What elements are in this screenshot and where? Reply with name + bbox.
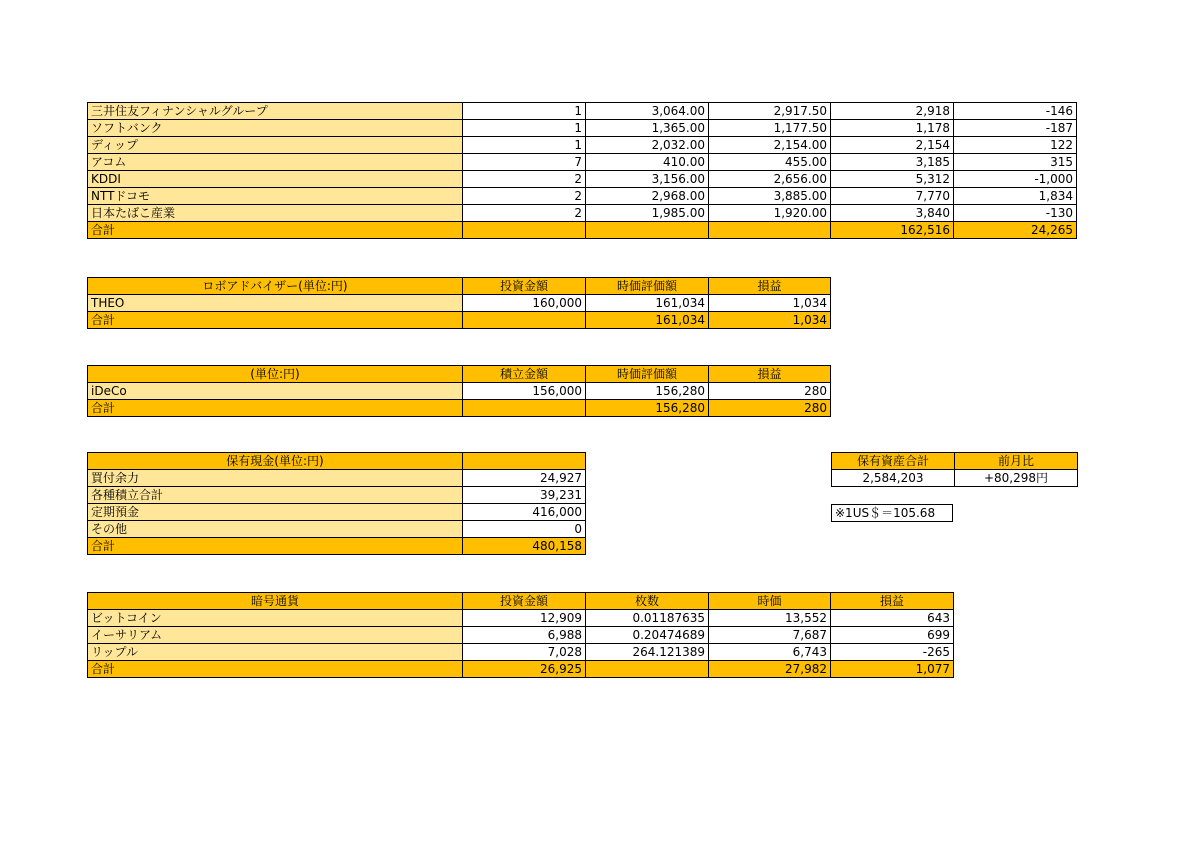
column-header: 時価 [709,593,831,610]
stock-qty: 1 [463,103,586,120]
header-row [88,278,831,295]
cash-value: 0 [463,521,586,538]
stock-value: 3,185 [831,154,954,171]
row-label: イーサリアム [88,627,463,644]
column-header: 投資金額 [463,278,586,295]
total-value: 156,280 [586,400,709,417]
stock-value: 3,840 [831,205,954,222]
stock-value: 2,154 [831,137,954,154]
total-row [88,312,831,329]
stock-price: 2,917.50 [709,103,831,120]
stock-pl: -130 [954,205,1077,222]
stock-name: NTTドコモ [88,188,463,205]
header-row [832,453,1078,470]
stock-buy: 3,156.00 [586,171,709,188]
stock-value: 2,918 [831,103,954,120]
cash-value: 24,927 [463,470,586,487]
header-row [88,593,954,610]
stock-buy: 1,985.00 [586,205,709,222]
cash-table [87,452,586,555]
stock-pl: -146 [954,103,1077,120]
row-label: THEO [88,295,463,312]
month-change-value: +80,298円 [955,470,1078,487]
total-value: 161,034 [586,312,709,329]
invest-amount: 156,000 [463,383,586,400]
row-label: 各種積立合計 [88,487,463,504]
row-label: 買付余力 [88,470,463,487]
units: 0.20474689 [586,627,709,644]
cash-value: 416,000 [463,504,586,521]
column-header: 暗号通貨 [88,593,463,610]
stock-buy: 410.00 [586,154,709,171]
stock-qty: 2 [463,205,586,222]
table-row [88,103,1077,120]
table-row [88,644,954,661]
invest-amount: 7,028 [463,644,586,661]
stock-pl: 315 [954,154,1077,171]
column-header: 枚数 [586,593,709,610]
row-label: 定期預金 [88,504,463,521]
row-label: ビットコイン [88,610,463,627]
column-header: 損益 [831,593,954,610]
row-label: その他 [88,521,463,538]
total-row [88,222,1077,239]
total-label: 合計 [88,538,463,555]
exchange-rate-note: ※1US＄＝105.68 [831,504,953,522]
stock-value: 5,312 [831,171,954,188]
stock-price: 2,656.00 [709,171,831,188]
stock-qty: 1 [463,137,586,154]
column-header: ロボアドバイザー(単位:円) [88,278,463,295]
total-row [88,538,586,555]
table-row [88,627,954,644]
invest-amount: 6,988 [463,627,586,644]
table-row [88,188,1077,205]
total-pl: 1,034 [709,312,831,329]
total-pl: 280 [709,400,831,417]
column-header: 時価評価額 [586,278,709,295]
column-header: 保有資産合計 [832,453,955,470]
column-header: 積立金額 [463,366,586,383]
total-assets-value: 2,584,203 [832,470,955,487]
units: 264.121389 [586,644,709,661]
table-row [88,205,1077,222]
table-row [832,470,1078,487]
total-assets-table [831,452,1078,487]
empty-cell [463,312,586,329]
stock-price: 3,885.00 [709,188,831,205]
invest-amount: 12,909 [463,610,586,627]
profit-loss: 643 [831,610,954,627]
stock-name: KDDI [88,171,463,188]
crypto-table [87,592,954,678]
profit-loss: 699 [831,627,954,644]
column-header: 投資金額 [463,593,586,610]
stock-qty: 2 [463,188,586,205]
empty-cell [463,400,586,417]
total-pl: 1,077 [831,661,954,678]
total-label: 合計 [88,661,463,678]
total-value: 27,982 [709,661,831,678]
total-value: 480,158 [463,538,586,555]
table-row [88,470,586,487]
total-row [88,400,831,417]
column-header: 損益 [709,278,831,295]
stock-price: 455.00 [709,154,831,171]
stock-pl: -1,000 [954,171,1077,188]
table-row [88,154,1077,171]
profit-loss: -265 [831,644,954,661]
table-row [88,295,831,312]
table-row [88,120,1077,137]
stock-price: 1,177.50 [709,120,831,137]
header-row [88,366,831,383]
table-row [88,171,1077,188]
stock-pl: -187 [954,120,1077,137]
stock-qty: 1 [463,120,586,137]
stock-name: アコム [88,154,463,171]
total-label: 合計 [88,312,463,329]
table-row [88,610,954,627]
table-row [88,383,831,400]
stock-name: ディップ [88,137,463,154]
stock-buy: 2,032.00 [586,137,709,154]
invest-amount: 160,000 [463,295,586,312]
stock-pl: 1,834 [954,188,1077,205]
stock-qty: 2 [463,171,586,188]
total-invest: 26,925 [463,661,586,678]
total-label: 合計 [88,222,463,239]
stock-qty: 7 [463,154,586,171]
market-value: 161,034 [586,295,709,312]
market-value: 156,280 [586,383,709,400]
market-value: 6,743 [709,644,831,661]
stock-value: 1,178 [831,120,954,137]
empty-cell [709,222,831,239]
column-header: 前月比 [955,453,1078,470]
column-header: 損益 [709,366,831,383]
profit-loss: 1,034 [709,295,831,312]
stock-price: 1,920.00 [709,205,831,222]
market-value: 7,687 [709,627,831,644]
total-pl: 24,265 [954,222,1077,239]
total-value: 162,516 [831,222,954,239]
cash-value: 39,231 [463,487,586,504]
stock-name: 日本たばこ産業 [88,205,463,222]
stock-buy: 3,064.00 [586,103,709,120]
table-row [88,504,586,521]
column-header: 時価評価額 [586,366,709,383]
total-row [88,661,954,678]
units: 0.01187635 [586,610,709,627]
header-row [88,453,586,470]
empty-cell [463,222,586,239]
stock-buy: 2,968.00 [586,188,709,205]
empty-cell [586,661,709,678]
row-label: リップル [88,644,463,661]
table-row [88,487,586,504]
profit-loss: 280 [709,383,831,400]
column-header: 保有現金(単位:円) [88,453,463,470]
row-label: iDeCo [88,383,463,400]
ideco-table [87,365,831,417]
stock-buy: 1,365.00 [586,120,709,137]
total-label: 合計 [88,400,463,417]
robo-advisor-table [87,277,831,329]
stock-name: ソフトバンク [88,120,463,137]
stocks-table [87,102,1077,239]
market-value: 13,552 [709,610,831,627]
stock-value: 7,770 [831,188,954,205]
table-row [88,521,586,538]
stock-name: 三井住友フィナンシャルグループ [88,103,463,120]
empty-cell [463,453,586,470]
empty-cell [586,222,709,239]
column-header: (単位:円) [88,366,463,383]
stock-price: 2,154.00 [709,137,831,154]
table-row [88,137,1077,154]
stock-pl: 122 [954,137,1077,154]
